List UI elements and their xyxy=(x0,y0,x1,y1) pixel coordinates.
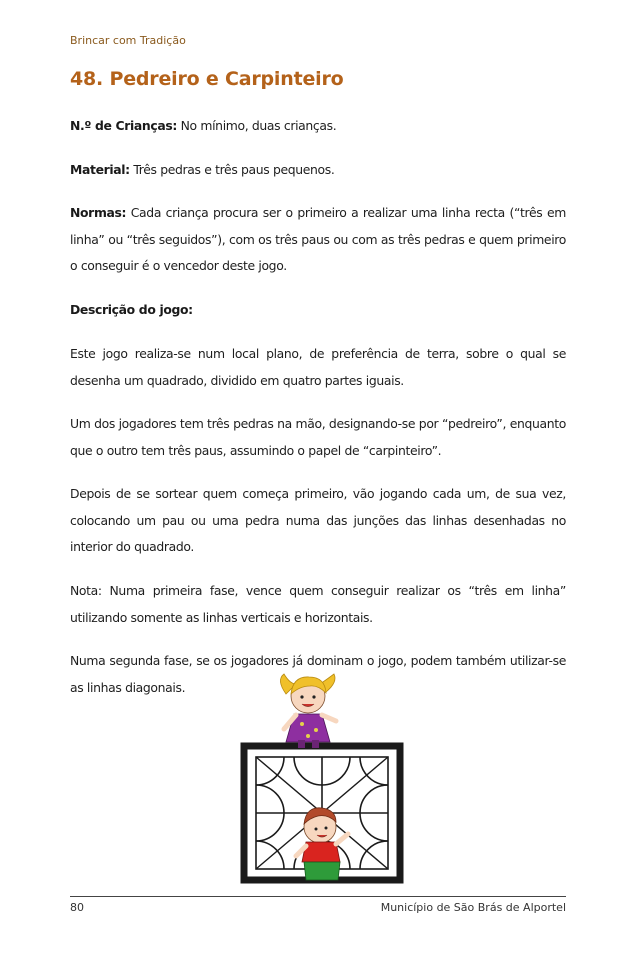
description-heading-text: Descrição do jogo: xyxy=(70,302,193,317)
game-board-illustration xyxy=(222,672,422,886)
paragraph-5: Numa segunda fase, se os jogadores já dominam o jogo, podem também utilizar-se as linhas diagonais. xyxy=(70,653,566,695)
page-number: 80 xyxy=(70,901,84,914)
children-count-line xyxy=(70,113,566,140)
footer-divider xyxy=(70,896,566,897)
rules-paragraph xyxy=(70,200,566,280)
description-heading xyxy=(70,297,566,324)
footer-publisher: Município de São Brás de Alportel xyxy=(380,901,566,914)
rules-label: Normas: xyxy=(70,205,127,220)
material-label: Material: xyxy=(70,162,130,177)
paragraph-2: Um dos jogadores tem três pedras na mão, designando-se por “pedreiro”, enquanto que o outro tem três paus, assumindo o papel de “carpinteiro”. xyxy=(70,416,566,458)
paragraph-1: Este jogo realiza-se num local plano, de preferência de terra, sobre o qual se desenha um quadrado, dividido em quatro partes iguais. xyxy=(70,346,566,388)
paragraph-3: Depois de se sortear quem começa primeiro, vão jogando cada um, de sua vez, colocando um pau ou uma pedra numa das junções das linhas desenhadas no interior do quadrado. xyxy=(70,486,566,554)
material-value: Três pedras e três paus pequenos. xyxy=(129,162,335,177)
rules-value: Cada criança procura ser o primeiro a realizar uma linha recta (“três em linha” ou “três seguidos”), com os três paus ou com as três pedras e quem primeiro o conseguir é o vencedor deste jogo. xyxy=(70,205,566,273)
section-title: 48. Pedreiro e Carpinteiro xyxy=(70,68,344,90)
running-header: Brincar com Tradição xyxy=(70,34,186,47)
children-count-label: N.º de Crianças: xyxy=(70,118,178,133)
girl-figure xyxy=(280,674,336,748)
paragraph-4: Nota: Numa primeira fase, vence quem conseguir realizar os “três em linha” utilizando somente as linhas verticais e horizontais. xyxy=(70,583,566,625)
children-count-value: No mínimo, duas crianças. xyxy=(177,118,337,133)
material-line xyxy=(70,157,566,184)
